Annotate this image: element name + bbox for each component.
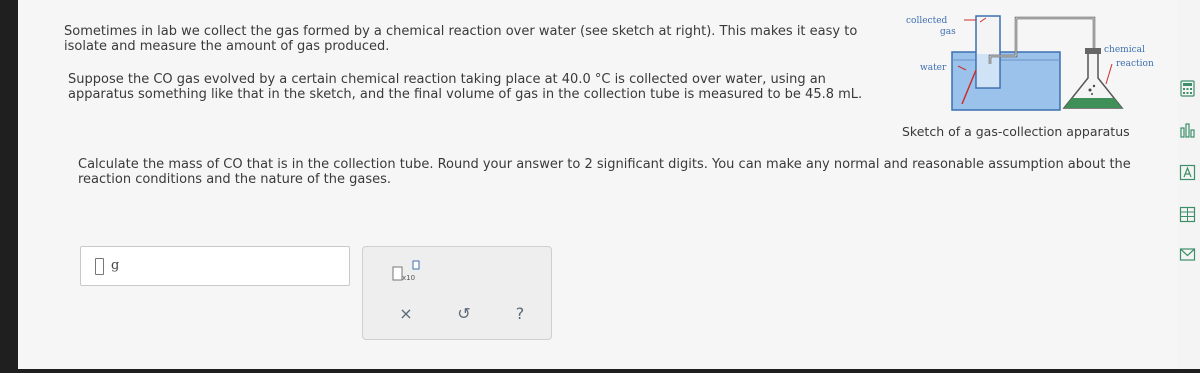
periodic-table-icon[interactable]: [1179, 164, 1196, 181]
clear-icon[interactable]: ×: [399, 304, 413, 323]
gas-collection-sketch: [876, 4, 1176, 144]
sci-label: x10: [402, 274, 416, 282]
window-bottom-edge: [0, 369, 1200, 373]
answer-input[interactable]: [80, 246, 350, 286]
undo-icon[interactable]: ↺: [457, 304, 471, 323]
label-water: water: [920, 63, 947, 73]
answer-tool-panel: [362, 246, 552, 340]
label-chemical: chemical: [1104, 45, 1145, 55]
label-collected: collected: [906, 16, 948, 26]
window-left-edge: [0, 0, 18, 373]
scientific-notation-button[interactable]: [389, 259, 425, 285]
calculator-icon[interactable]: [1179, 80, 1196, 97]
bar-chart-icon[interactable]: [1179, 122, 1196, 139]
help-icon[interactable]: ?: [515, 304, 525, 323]
label-gas: gas: [940, 27, 956, 37]
mail-icon[interactable]: [1179, 246, 1196, 263]
problem-paragraph: Suppose the CO gas evolved by a certain chemical reaction taking place at 40.0 °C is collected over water, using an apparatus something like that in the sketch, and the final volume of gas in the collection tube is measured to be 45.8 mL.: [68, 72, 863, 102]
instruction-paragraph: Calculate the mass of CO that is in the collection tube. Round your answer to 2 significant digits. You can make any normal and reasonable assumption about the reaction conditions and the nature of the gases.: [78, 157, 1131, 187]
data-table-icon[interactable]: [1179, 206, 1196, 223]
sketch-caption: Sketch of a gas-collection apparatus: [902, 124, 1130, 139]
question-panel: [18, 0, 1178, 369]
intro-paragraph: Sometimes in lab we collect the gas formed by a chemical reaction over water (see sketch at right). This makes it easy to isolate and measure the amount of gas produced.: [64, 24, 858, 54]
answer-unit: g: [111, 258, 120, 273]
label-reaction: reaction: [1116, 59, 1154, 69]
answer-input-cursor: [95, 258, 104, 275]
